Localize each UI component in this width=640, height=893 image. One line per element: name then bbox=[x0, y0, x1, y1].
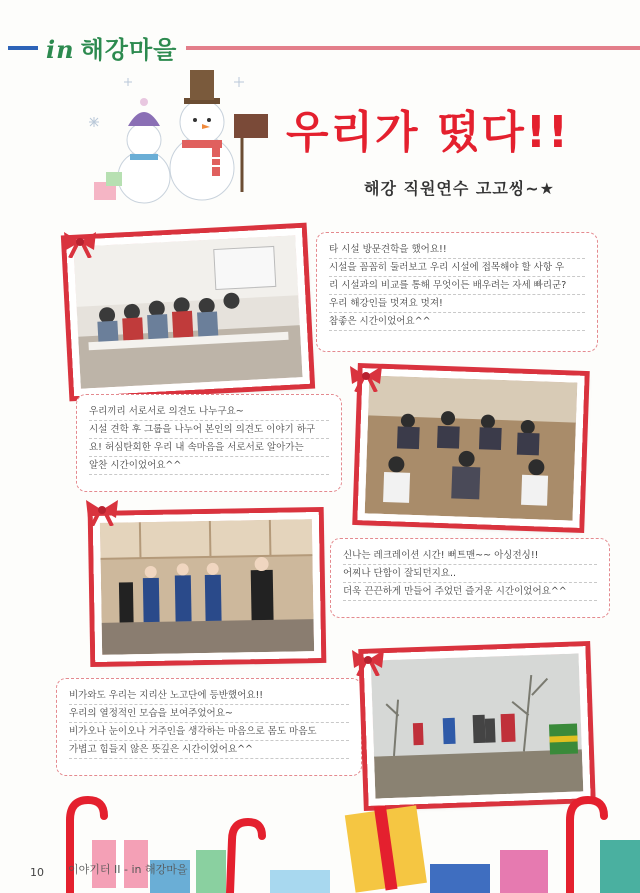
note-line: 시설을 꼼꼼히 둘러보고 우리 시설에 접목해야 할 사항 우 bbox=[329, 259, 585, 277]
note-line: 신나는 레크레이션 시간! 뻐트맨~~ 아싱전싱!! bbox=[343, 547, 597, 565]
note-line: 어찌나 단합이 잘되던지요.. bbox=[343, 565, 597, 583]
note-line: 우리끼리 서로서로 의견도 나누구요~ bbox=[89, 403, 329, 421]
photo-recreation bbox=[93, 512, 322, 662]
note-line: 참좋은 시간이었어요^^ bbox=[329, 313, 585, 331]
note-hiking bbox=[56, 678, 362, 776]
note-line: 알찬 시간이었어요^^ bbox=[89, 457, 329, 475]
photo-seminar bbox=[66, 228, 310, 396]
section-name: 해강마을 bbox=[80, 36, 178, 64]
note-visit bbox=[316, 232, 598, 352]
ribbon-bow-icon bbox=[60, 228, 100, 258]
note-recreation bbox=[330, 538, 610, 618]
note-line: 타 시설 방문견학을 했어요!! bbox=[329, 241, 585, 259]
page-title: 우리가 떴다!! bbox=[286, 107, 570, 158]
note-line: 비가오나 눈이오나 거주인을 생각하는 마음으로 몸도 마음도 bbox=[69, 723, 349, 741]
note-line: 가볍고 힘들지 않은 뜻깊은 시간이었어요^^ bbox=[69, 741, 349, 759]
note-line: 리 시설과의 비교를 통해 무엇이든 배우려는 자세 빠리군? bbox=[329, 277, 585, 295]
ribbon-bow-icon bbox=[346, 362, 386, 392]
section-prefix: in bbox=[46, 35, 75, 64]
page-number: 10 bbox=[30, 866, 44, 879]
photo-discussion bbox=[357, 368, 584, 528]
snowman-illustration bbox=[84, 62, 274, 212]
section-title bbox=[46, 30, 177, 65]
note-line: 더욱 끈끈하게 만들어 주었던 즐거운 시간이었어요^^ bbox=[343, 583, 597, 601]
ribbon-bow-icon bbox=[348, 646, 388, 676]
header-rule-pink bbox=[186, 46, 640, 50]
note-discussion bbox=[76, 394, 342, 492]
header-rule-blue bbox=[8, 46, 38, 50]
page-subtitle: 해강 직원연수 고고씽~★ bbox=[364, 179, 555, 198]
ribbon-bow-icon bbox=[82, 496, 122, 526]
footer-label: 이야기터 II - in 해강마을 bbox=[68, 863, 188, 876]
note-line: 시설 견학 후 그룹을 나누어 본인의 의견도 이야기 하구 bbox=[89, 421, 329, 439]
note-line: 우리 해강인들 멋져요 멋져! bbox=[329, 295, 585, 313]
note-line: 우리의 열정적인 모습을 보여주었어요~ bbox=[69, 705, 349, 723]
note-line: 요! 허심탄회한 우리 내 속마음을 서로서로 알아가는 bbox=[89, 439, 329, 457]
note-line: 비가와도 우리는 지리산 노고단에 등반했어요!! bbox=[69, 687, 349, 705]
